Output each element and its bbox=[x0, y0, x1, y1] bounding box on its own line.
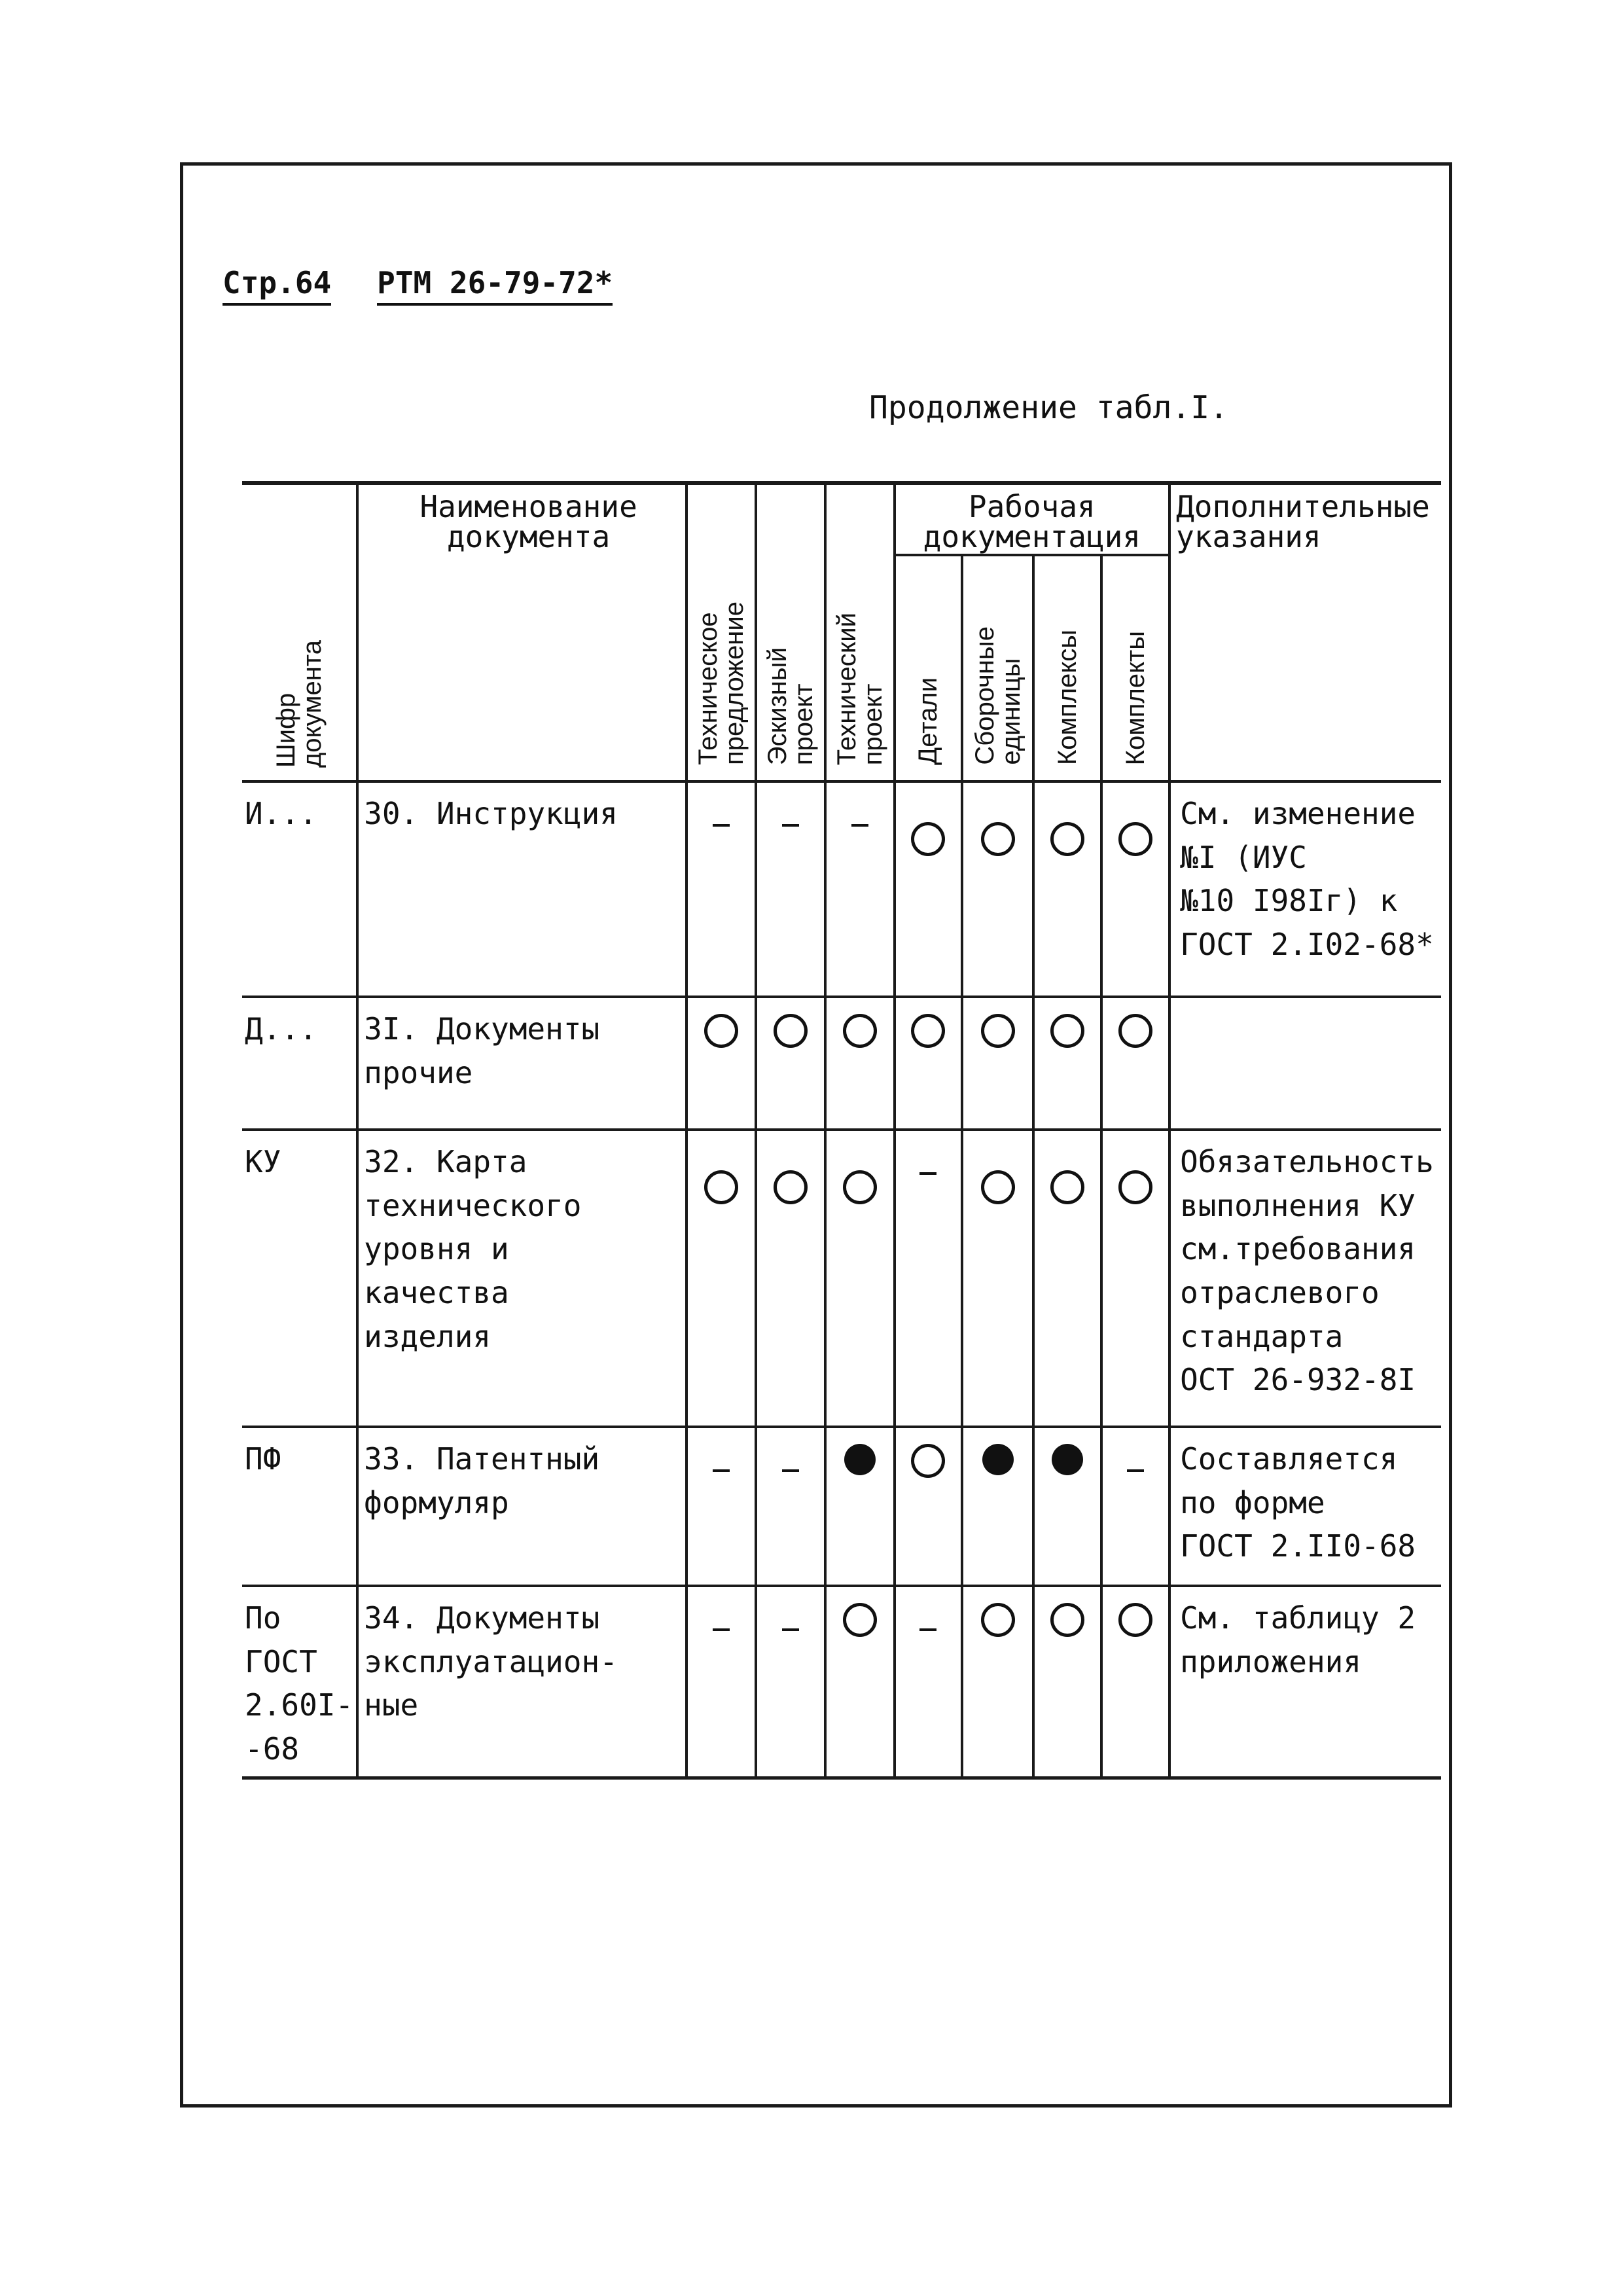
row-note: См. таблицу 2 приложения bbox=[1169, 1586, 1441, 1778]
dash-mark bbox=[782, 1469, 799, 1472]
mark-cell bbox=[1033, 1586, 1101, 1778]
open-circle-mark bbox=[843, 1603, 877, 1637]
open-circle-mark bbox=[981, 1603, 1015, 1637]
document-code: РТМ 26-79-72* bbox=[377, 265, 613, 306]
mark-cell bbox=[1033, 781, 1101, 997]
open-circle-mark bbox=[1050, 1603, 1084, 1637]
header-name: Наименование документа bbox=[357, 483, 687, 781]
open-circle-mark bbox=[1050, 1170, 1084, 1204]
row-name: 33. Патентный формуляр bbox=[357, 1427, 687, 1586]
mark-cell bbox=[687, 1427, 756, 1586]
header-complexes: Комплексы bbox=[1033, 555, 1101, 781]
mark-cell bbox=[756, 1130, 825, 1427]
mark-cell bbox=[687, 781, 756, 997]
table-row bbox=[242, 1130, 1441, 1427]
header-parts: Детали bbox=[895, 555, 963, 781]
row-code: И... bbox=[242, 781, 357, 997]
row-name: 32. Карта технического уровня и качества изделия bbox=[357, 1130, 687, 1427]
header-code: Шифр документа bbox=[242, 483, 357, 781]
table-row bbox=[242, 997, 1441, 1130]
table-row bbox=[242, 1427, 1441, 1586]
open-circle-mark bbox=[981, 1170, 1015, 1204]
mark-cell bbox=[687, 1586, 756, 1778]
mark-cell bbox=[895, 781, 963, 997]
filled-circle-mark bbox=[1052, 1444, 1083, 1475]
open-circle-mark bbox=[1050, 822, 1084, 856]
open-circle-mark bbox=[1050, 1014, 1084, 1048]
open-circle-mark bbox=[774, 1170, 808, 1204]
header-assemblies: Сборочные единицы bbox=[962, 555, 1033, 781]
open-circle-mark bbox=[704, 1170, 738, 1204]
mark-cell bbox=[756, 781, 825, 997]
mark-cell bbox=[756, 1586, 825, 1778]
row-name: 34. Документы эксплуатацион- ные bbox=[357, 1586, 687, 1778]
dash-mark bbox=[713, 1628, 730, 1631]
mark-cell bbox=[687, 997, 756, 1130]
dash-mark bbox=[782, 1628, 799, 1631]
header-tech-proposal: Техническое предложение bbox=[687, 483, 756, 781]
row-note: См. изменение №I (ИУС №10 I98Iг) к ГОСТ 2.I02-68* bbox=[1169, 781, 1441, 997]
mark-cell bbox=[825, 781, 895, 997]
row-note: Составляется по форме ГОСТ 2.II0-68 bbox=[1169, 1427, 1441, 1586]
mark-cell bbox=[895, 1427, 963, 1586]
filled-circle-mark bbox=[844, 1444, 876, 1475]
open-circle-mark bbox=[911, 822, 945, 856]
mark-cell bbox=[756, 1427, 825, 1586]
dash-mark bbox=[782, 824, 799, 827]
mark-cell bbox=[895, 1130, 963, 1427]
open-circle-mark bbox=[704, 1014, 738, 1048]
row-code: КУ bbox=[242, 1130, 357, 1427]
table-caption: Продолжение табл.I. bbox=[869, 389, 1229, 426]
open-circle-mark bbox=[1118, 822, 1152, 856]
open-circle-mark bbox=[981, 822, 1015, 856]
mark-cell bbox=[1033, 1427, 1101, 1586]
dash-mark bbox=[713, 824, 730, 827]
table-row bbox=[242, 781, 1441, 997]
mark-cell bbox=[1033, 1130, 1101, 1427]
open-circle-mark bbox=[1118, 1603, 1152, 1637]
mark-cell bbox=[687, 1130, 756, 1427]
page-header bbox=[223, 265, 613, 300]
open-circle-mark bbox=[1118, 1170, 1152, 1204]
mark-cell bbox=[825, 1427, 895, 1586]
mark-cell bbox=[962, 781, 1033, 997]
mark-cell bbox=[1101, 1130, 1169, 1427]
table-row bbox=[242, 1586, 1441, 1778]
mark-cell bbox=[895, 997, 963, 1130]
row-note bbox=[1169, 997, 1441, 1130]
mark-cell bbox=[962, 997, 1033, 1130]
row-name: 30. Инструкция bbox=[357, 781, 687, 997]
filled-circle-mark bbox=[982, 1444, 1014, 1475]
dash-mark bbox=[919, 1172, 936, 1175]
open-circle-mark bbox=[911, 1444, 945, 1478]
open-circle-mark bbox=[843, 1170, 877, 1204]
mark-cell bbox=[825, 1130, 895, 1427]
mark-cell bbox=[962, 1586, 1033, 1778]
header-tech-project: Технический проект bbox=[825, 483, 895, 781]
row-code: Д... bbox=[242, 997, 357, 1130]
mark-cell bbox=[825, 1586, 895, 1778]
page-number: Стр.64 bbox=[223, 265, 331, 306]
dash-mark bbox=[919, 1628, 936, 1631]
dash-mark bbox=[713, 1469, 730, 1472]
mark-cell bbox=[895, 1586, 963, 1778]
header-notes: Дополнительные указания bbox=[1169, 483, 1441, 781]
open-circle-mark bbox=[843, 1014, 877, 1048]
document-table bbox=[242, 481, 1441, 1780]
mark-cell bbox=[962, 1427, 1033, 1586]
open-circle-mark bbox=[981, 1014, 1015, 1048]
mark-cell bbox=[1101, 997, 1169, 1130]
row-code: По ГОСТ 2.60I- -68 bbox=[242, 1586, 357, 1778]
dash-mark bbox=[851, 824, 868, 827]
open-circle-mark bbox=[1118, 1014, 1152, 1048]
mark-cell bbox=[756, 997, 825, 1130]
mark-cell bbox=[825, 997, 895, 1130]
row-note: Обязательность выполнения КУ см.требования отраслевого стандарта ОСТ 26-932-8I bbox=[1169, 1130, 1441, 1427]
mark-cell bbox=[1101, 1427, 1169, 1586]
mark-cell bbox=[1033, 997, 1101, 1130]
mark-cell bbox=[962, 1130, 1033, 1427]
header-working-docs: Рабочая документация bbox=[895, 483, 1170, 555]
row-name: 3I. Документы прочие bbox=[357, 997, 687, 1130]
mark-cell bbox=[1101, 1586, 1169, 1778]
mark-cell bbox=[1101, 781, 1169, 997]
open-circle-mark bbox=[911, 1014, 945, 1048]
header-sketch: Эскизный проект bbox=[756, 483, 825, 781]
row-code: ПФ bbox=[242, 1427, 357, 1586]
dash-mark bbox=[1127, 1469, 1144, 1472]
header-kits: Комплекты bbox=[1101, 555, 1169, 781]
open-circle-mark bbox=[774, 1014, 808, 1048]
